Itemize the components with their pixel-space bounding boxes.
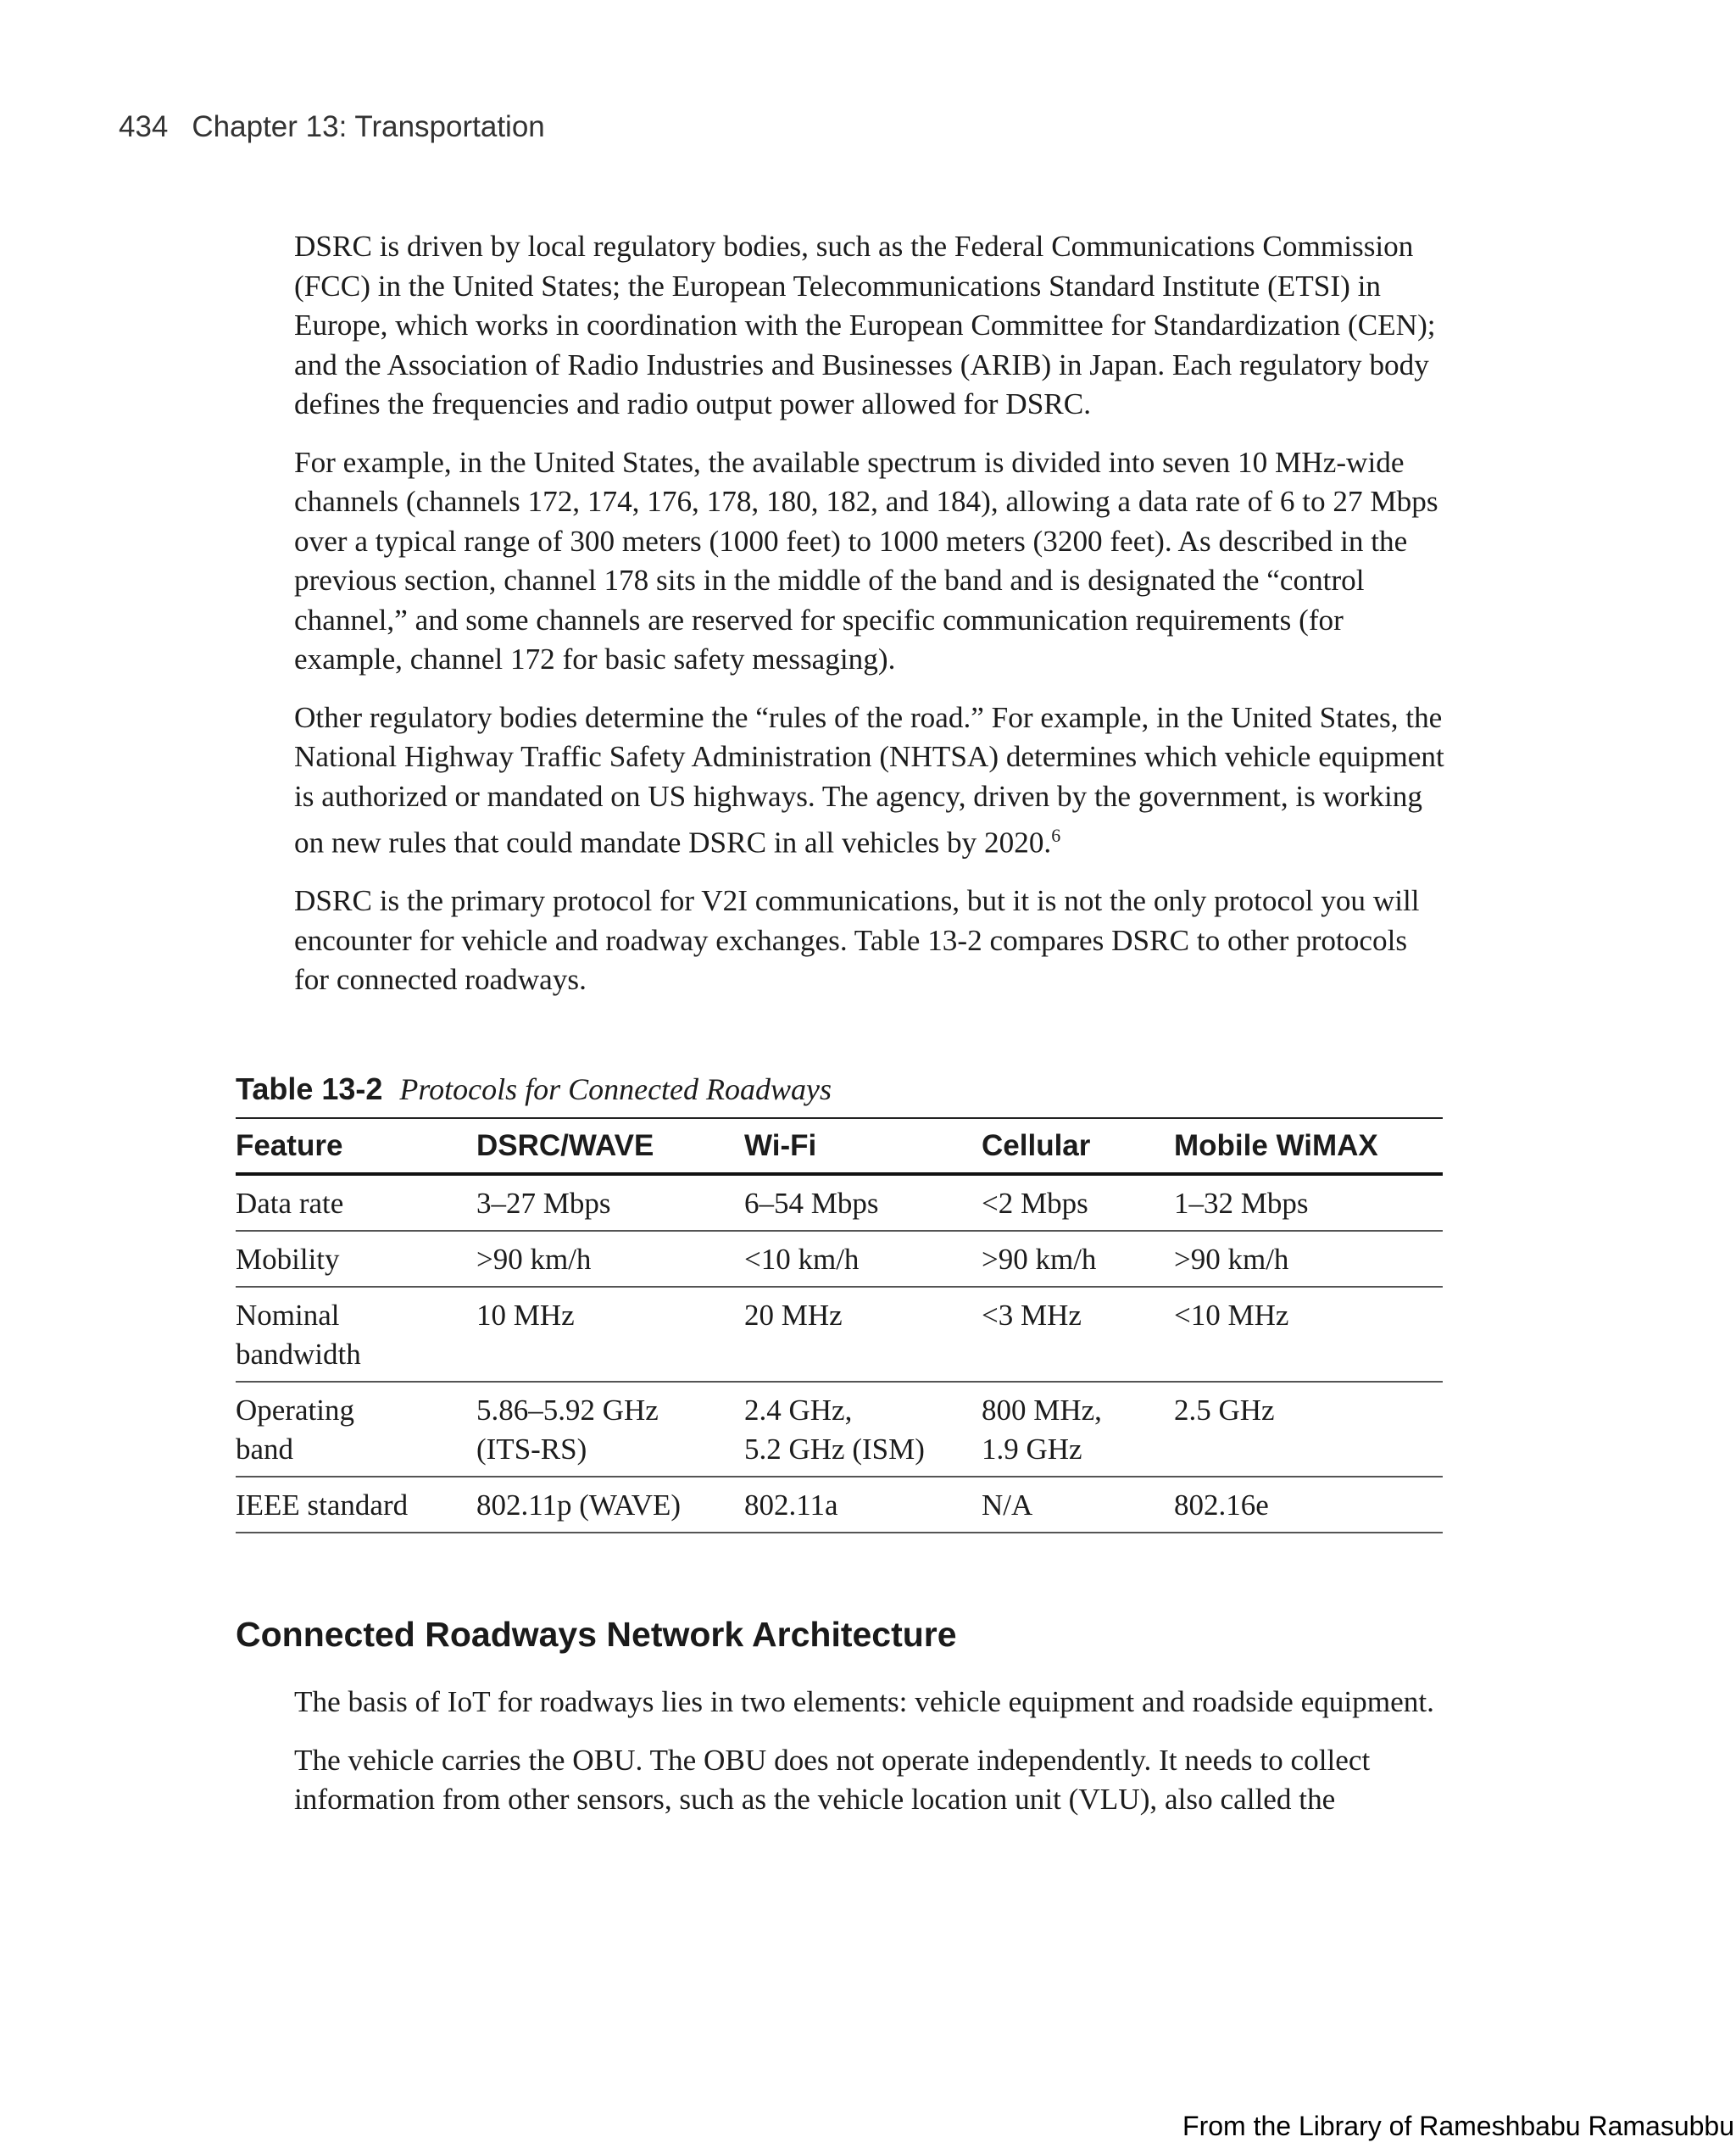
table-row (236, 1477, 1443, 1533)
column-header: Feature (236, 1129, 343, 1162)
table-caption (236, 1071, 832, 1107)
paragraph: DSRC is driven by local regulatory bodies, such as the Federal Communications Commission (FCC) in the United States; the European Telecommunications Standard Institute (ETSI) in Europe, which works in coordination with the European Committee for Standardization (CEN); and the Association of Radio Industries and Businesses (ARIB) in Japan. Each regulatory body defines the frequencies and radio output power allowed for DSRC. (294, 230, 1436, 420)
table-cell: 2.4 GHz, 5.2 GHz (ISM) (744, 1394, 925, 1466)
table-cell: >90 km/h (476, 1243, 592, 1276)
footnote-marker: 6 (1051, 825, 1061, 846)
table-cell: 802.16e (1174, 1489, 1269, 1522)
table-cell: 802.11p (WAVE) (476, 1489, 682, 1522)
table-cell: Operating band (236, 1394, 354, 1466)
body-text (294, 227, 1447, 1019)
table-cell: 6–54 Mbps (744, 1187, 879, 1220)
column-header: DSRC/WAVE (476, 1129, 654, 1162)
table-cell: 1–32 Mbps (1174, 1187, 1309, 1220)
chapter-title: Chapter 13: Transportation (192, 110, 545, 143)
protocols-table (236, 1117, 1443, 1533)
table-row (236, 1231, 1443, 1287)
table-cell: 802.11a (744, 1489, 838, 1522)
table-row (236, 1382, 1443, 1477)
paragraph: The vehicle carries the OBU. The OBU does not operate independently. It needs to collect information from other sensors, such as the vehicle location unit (VLU), also called the (294, 1743, 1371, 1816)
column-header: Cellular (982, 1129, 1091, 1162)
paragraph-text: Other regulatory bodies determine the “rules of the road.” For example, in the United States, the National Highway Traffic Safety Administration (NHTSA) determines which vehicle equipment is authorized or mandated on US highways. The agency, driven by the government, is working on new rules that could mandate DSRC in all vehicles by 2020. (294, 700, 1444, 860)
paragraph: The basis of IoT for roadways lies in two elements: vehicle equipment and roadside equipment. (294, 1685, 1434, 1718)
column-header: Mobile WiMAX (1174, 1129, 1378, 1162)
table-cell: >90 km/h (982, 1243, 1097, 1276)
library-footer: From the Library of Rameshbabu Ramasubbu (1182, 2111, 1734, 2141)
table-cell: <2 Mbps (982, 1187, 1088, 1220)
table-header-row (236, 1118, 1443, 1174)
table-cell: 2.5 GHz (1174, 1394, 1275, 1427)
running-header (119, 110, 545, 144)
table-cell: <10 km/h (744, 1243, 860, 1276)
table-title: Protocols for Connected Roadways (399, 1072, 832, 1106)
table-cell: Data rate (236, 1187, 344, 1220)
table-cell: 20 MHz (744, 1299, 843, 1332)
table-cell: <3 MHz (982, 1299, 1082, 1332)
table-cell: Nominal bandwidth (236, 1299, 361, 1371)
table-cell: >90 km/h (1174, 1243, 1289, 1276)
table-cell: <10 MHz (1174, 1299, 1289, 1332)
table-row (236, 1287, 1443, 1382)
page-number: 434 (119, 110, 169, 143)
section-body (294, 1683, 1447, 1839)
section-heading: Connected Roadways Network Architecture (236, 1615, 957, 1654)
table-cell: 5.86–5.92 GHz (ITS-RS) (476, 1394, 659, 1466)
table-cell: 800 MHz, 1.9 GHz (982, 1394, 1102, 1466)
table-cell: N/A (982, 1489, 1033, 1522)
table-cell: Mobility (236, 1243, 340, 1276)
table-cell: IEEE standard (236, 1489, 409, 1522)
table-number: Table 13-2 (236, 1071, 383, 1106)
column-header: Wi-Fi (744, 1129, 817, 1162)
paragraph: For example, in the United States, the available spectrum is divided into seven 10 MHz-wide channels (channels 172, 174, 176, 178, 180, 182, and 184), allowing a data rate of 6 to 27 Mbps over a typical range of 300 meters (1000 feet) to 1000 meters (3200 feet). As described in the previous section, channel 178 sits in the middle of the band and is designated the “control channel,” and some channels are reserved for specific communication requirements (for example, channel 172 for basic safety messaging). (294, 445, 1438, 676)
table-cell: 3–27 Mbps (476, 1187, 611, 1220)
table-cell: 10 MHz (476, 1299, 575, 1332)
paragraph: DSRC is the primary protocol for V2I communications, but it is not the only protocol you will encounter for vehicle and roadway exchanges. Table 13-2 compares DSRC to other protocols for connected roadways. (294, 884, 1420, 997)
paragraph (294, 698, 1447, 864)
table-row (236, 1174, 1443, 1231)
